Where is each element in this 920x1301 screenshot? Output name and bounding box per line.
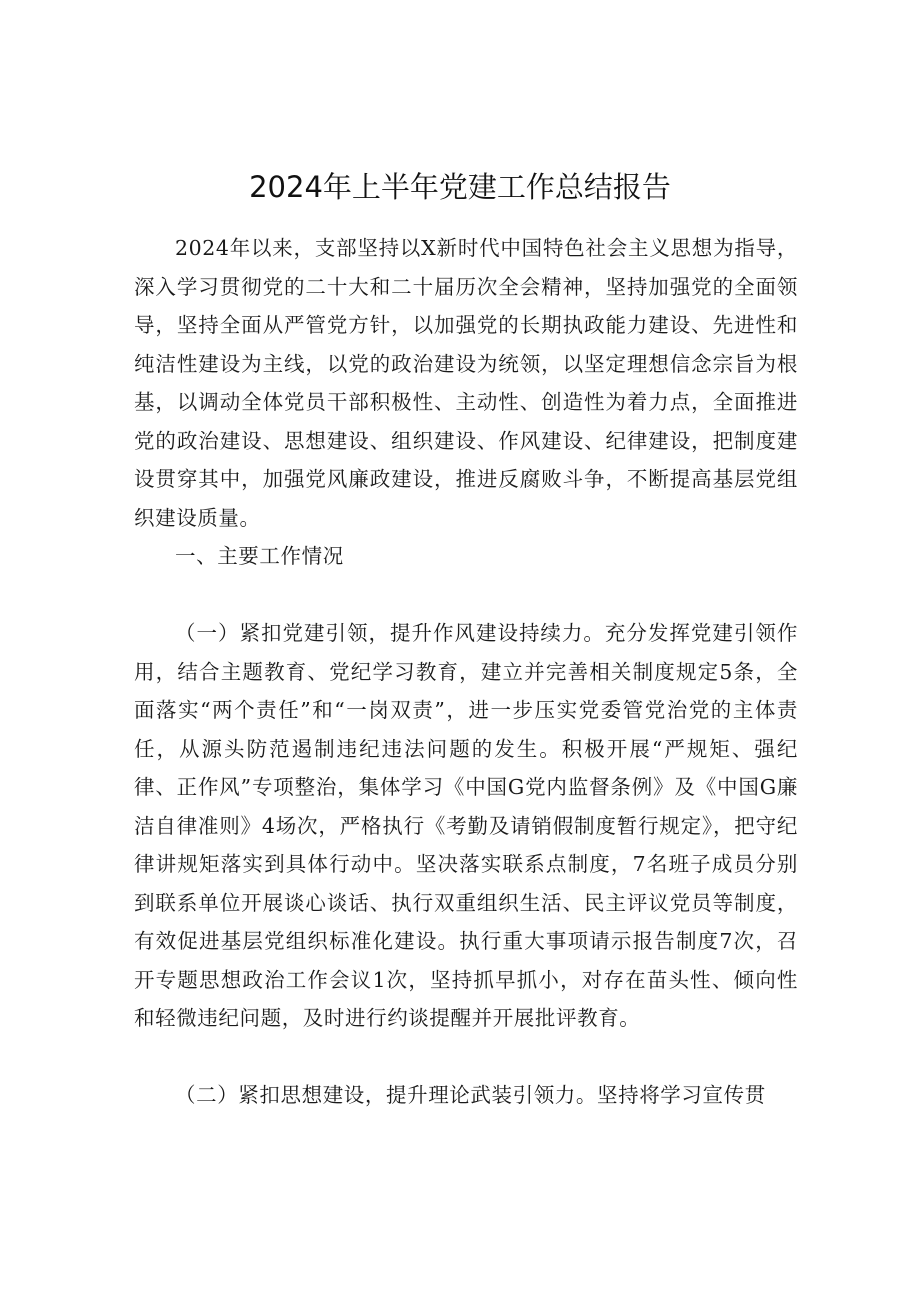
section-heading: 一、主要工作情况 <box>175 544 344 568</box>
subsection-paragraph-2: （二）紧扣思想建设，提升理论武装引领力。坚持将学习宣传贯 <box>175 1083 766 1107</box>
intro-paragraph: 2024年以来，支部坚持以X新时代中国特色社会主义思想为指导，深入学习贯彻党的二十大和二十届历次全会精神，坚持加强党的全面领导，坚持全面从严管党方针，以加强党的长期执政能力建设、先进性和纯洁性建设为主线，以党的政治建设为统领，以坚定理想信念宗旨为根基，以调动全体党员干部积极性、主动性、创造性为着力点，全面推进党的政治建设、思想建设、组织建设、作风建设、纪律建设，把制度建设贯穿其中，加强党风廉政建设，推进反腐败斗争，不断提高基层党组织建设质量。 <box>134 236 798 530</box>
document-title: 2024年上半年党建工作总结报告 <box>249 170 671 204</box>
subsection-paragraph-1: （一）紧扣党建引领，提升作风建设持续力。充分发挥党建引领作用，结合主题教育、党纪学习教育，建立并完善相关制度规定5条，全面落实“两个责任”和“一岗双责”，进一步压实党委管党治党的主体责任，从源头防范遏制违纪违法问题的发生。积极开展“严规矩、强纪律、正作风”专项整治，集体学习《中国G党内监督条例》及《中国G廉洁自律准则》4场次，严格执行《考勤及请销假制度暂行规定》，把守纪律讲规矩落实到具体行动中。坚决落实联系点制度，7名班子成员分别到联系单位开展谈心谈话、执行双重组织生活、民主评议党员等制度，有效促进基层党组织标准化建设。执行重大事项请示报告制度7次，召开专题思想政治工作会议1次，坚持抓早抓小，对存在苗头性、倾向性和轻微违纪问题，及时进行约谈提醒并开展批评教育。 <box>134 621 798 1030</box>
document-body <box>134 229 798 1115</box>
